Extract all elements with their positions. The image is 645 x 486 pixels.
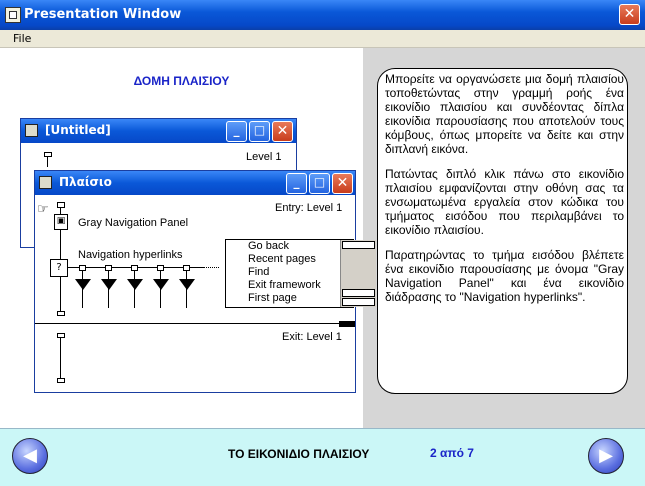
info-paragraph-2: Πατώντας διπλό κλικ πάνω στο εικονίδιο πλαισίου εμφανίζονται στην οθόνη σας τα ενσωματωμένα εργαλεία στον κώδικα του τμήματος εισόδου που περιλαμβάνει το εικονίδιο πλαισίου. — [385, 167, 624, 237]
hyperlinks-list[interactable] — [225, 239, 354, 308]
map-icon[interactable] — [127, 279, 143, 290]
info-text-box — [377, 68, 628, 394]
window-titlebar — [0, 0, 645, 30]
list-item[interactable]: Go back — [248, 240, 289, 252]
flowline-end-marker — [57, 311, 65, 316]
info-paragraph-1: Μπορείτε να οργανώσετε μια δομή πλαισίου τοποθετώντας στην γραμμή ροής ένα εικονίδιο πλαισίου και συνδέοντας δίπλα εικονίδια παρουσίασης που αποτελούν τους κόμβους, όπως μπορείτε να δείτε και στην διπλανή εικόνα. — [385, 72, 624, 156]
info-paragraph-3: Παρατηρώντας το τμήμα εισόδου βλέπετε ένα εικονίδιο παρουσίασης με όνομα "Gray Navigation Panel" και ένα εικονίδιο διάδρασης το "Navigation hyperlinks". — [385, 248, 624, 304]
scroll-down-arrow[interactable] — [342, 289, 375, 297]
frame-close-button[interactable]: ✕ — [332, 173, 353, 194]
untitled-titlebar — [21, 119, 296, 143]
interaction-icon[interactable]: ? — [50, 259, 68, 277]
untitled-title: [Untitled] — [45, 123, 111, 137]
menu-file[interactable]: File — [13, 32, 32, 45]
list-item[interactable]: Recent pages — [248, 253, 316, 265]
map-icon[interactable] — [179, 279, 195, 290]
frame-maximize-button[interactable]: □ — [309, 173, 330, 194]
next-button[interactable]: ▶ — [588, 438, 624, 474]
map-icon[interactable] — [101, 279, 117, 290]
branch-line-dotted — [203, 267, 219, 268]
maximize-button[interactable]: □ — [249, 121, 270, 142]
list-item[interactable]: Find — [248, 266, 270, 278]
divider-handle[interactable] — [339, 321, 355, 327]
prev-button[interactable]: ◀ — [12, 438, 48, 474]
framework-icon — [39, 176, 52, 189]
scroll-end-arrow[interactable] — [342, 298, 375, 306]
list-item[interactable]: First page — [248, 292, 297, 304]
scroll-up-arrow[interactable] — [342, 241, 375, 249]
untitled-level-label: Level 1 — [246, 151, 282, 163]
section-divider — [35, 323, 339, 324]
display-icon[interactable]: ▣ — [54, 214, 68, 230]
exit-top-marker — [57, 333, 65, 338]
map-icon[interactable] — [75, 279, 91, 290]
map-icon[interactable] — [153, 279, 169, 290]
exit-flowline — [60, 333, 61, 379]
untitled-close-button[interactable]: ✕ — [272, 121, 293, 142]
navigation-hyperlinks-label: Navigation hyperlinks — [78, 249, 183, 261]
frame-title: Πλαίσιο — [59, 175, 112, 189]
page-indicator: 2 από 7 — [430, 446, 474, 460]
exit-bottom-marker — [57, 378, 65, 383]
exit-label: Exit: Level 1 — [282, 331, 342, 343]
window-title: Presentation Window — [24, 7, 182, 22]
flowline-start-marker — [44, 152, 52, 157]
entry-label: Entry: Level 1 — [275, 202, 343, 214]
gray-navigation-panel-label: Gray Navigation Panel — [78, 217, 189, 229]
footer-title: ΤΟ ΕΙΚΟΝΙΔΙΟ ΠΛΑΙΣΙΟΥ — [228, 447, 370, 461]
hand-pointer-icon: ☞ — [37, 202, 49, 217]
app-icon — [5, 7, 21, 23]
list-item[interactable]: Exit framework — [248, 279, 321, 291]
frame-minimize-button[interactable]: _ — [286, 173, 307, 194]
flowline-icon — [25, 124, 38, 137]
minimize-button[interactable]: _ — [226, 121, 247, 142]
slide-heading: ΔΟΜΗ ΠΛΑΙΣΙΟΥ — [133, 74, 230, 88]
flowline-top-marker — [57, 202, 65, 208]
close-button[interactable]: ✕ — [619, 4, 640, 25]
frame-window — [34, 170, 356, 393]
menu-bar — [0, 30, 645, 48]
frame-titlebar — [35, 171, 355, 195]
